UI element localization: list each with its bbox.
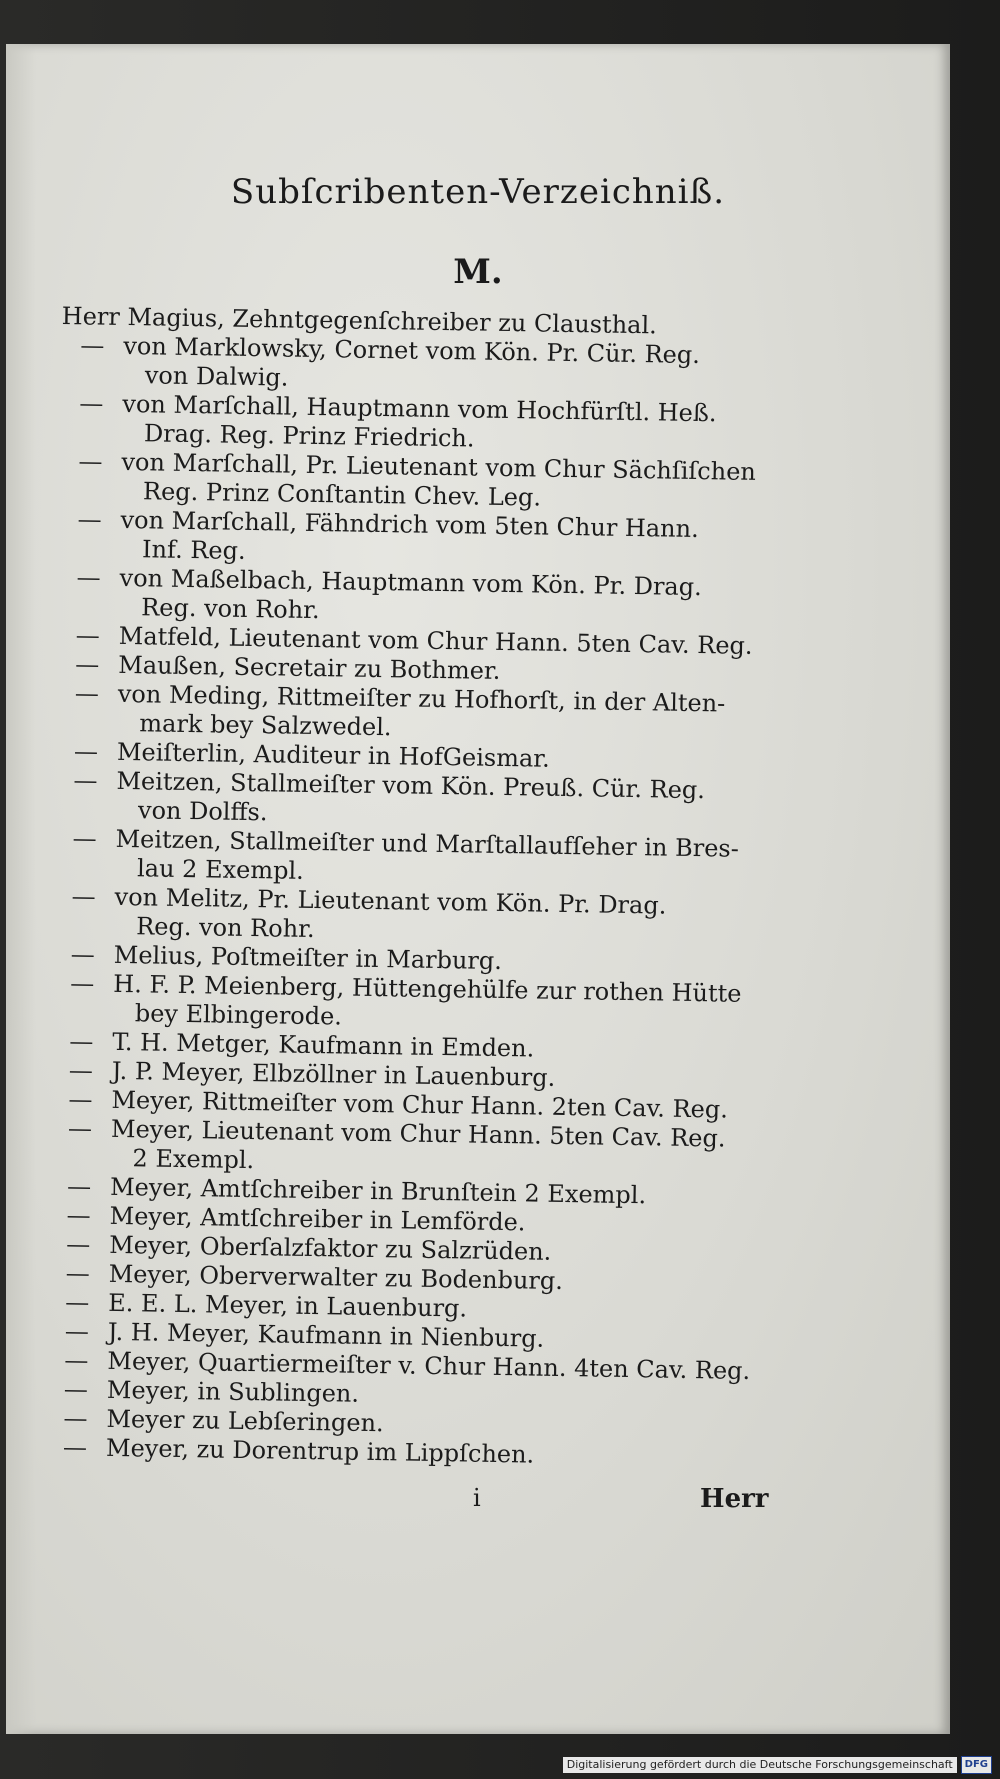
- entry-text: T. H. Metger, Kaufmann in Emden.: [112, 1027, 535, 1063]
- entry-dash: —: [64, 1346, 89, 1375]
- entry-dash: —: [75, 650, 100, 679]
- entry-text: von Melitz, Pr. Lieutenant vom Kön. Pr. Drag.: [114, 882, 667, 920]
- page-title: Subſcribenten-Verzeichniß.: [230, 172, 726, 212]
- entry-continuation: lau 2 Exempl.: [136, 854, 304, 885]
- entry-text: Meyer, Oberverwalter zu Bodenburg.: [108, 1259, 564, 1295]
- entry-continuation: bey Elbingerode.: [134, 999, 343, 1031]
- entry-text: J. H. Meyer, Kaufmann in Nienburg.: [107, 1317, 545, 1353]
- entry-dash: —: [63, 1404, 88, 1433]
- page-gutter-shadow: [6, 44, 36, 1734]
- entry-dash: —: [65, 1259, 90, 1288]
- entry-dash: —: [68, 1056, 94, 1085]
- entry-text: E. E. L. Meyer, in Lauenburg.: [108, 1288, 468, 1323]
- entry-text: Meitzen, Stallmeiſter vom Kön. Preuß. Cür. Reg.: [116, 766, 706, 805]
- entry-text: von Marſchall, Fähndrich vom 5ten Chur Hann.: [120, 505, 699, 544]
- entry-dash: —: [73, 766, 98, 795]
- entry-text: H. F. P. Meienberg, Hüttengehülfe zur rothen Hütte: [113, 969, 742, 1008]
- catchword: Herr: [700, 1484, 769, 1514]
- entry-dash: —: [63, 1375, 89, 1404]
- credit-text: Digitalisierung gefördert durch die Deutsche Forschungsgemeinschaft: [563, 1757, 957, 1773]
- entry-dash: —: [75, 621, 100, 650]
- entry-dash: —: [72, 824, 97, 853]
- entry-dash: —: [77, 505, 102, 534]
- entry-dash: —: [80, 331, 105, 360]
- entry-text: Meyer, Rittmeiſter vom Chur Hann. 2ten Cav. Reg.: [111, 1085, 729, 1124]
- entry-dash: —: [68, 1085, 93, 1114]
- entry-dash: —: [73, 737, 99, 766]
- entry-text: von Meding, Rittmeiſter zu Hofhorſt, in der Alten-: [117, 679, 726, 718]
- entry-dash: —: [66, 1201, 91, 1230]
- entry-text: Meyer, Lieutenant vom Chur Hann. 5ten Cav. Reg.: [110, 1114, 726, 1153]
- entry-continuation: von Dolffs.: [137, 796, 268, 827]
- entry-text: Meyer, Quartiermeiſter v. Chur Hann. 4ten Cav. Reg.: [107, 1346, 751, 1385]
- entry-text: von Maßelbach, Hauptmann vom Kön. Pr. Drag.: [119, 563, 702, 602]
- entry-dash: —: [76, 563, 101, 592]
- entry-text: Meyer, Amtſchreiber in Lemförde.: [109, 1201, 526, 1237]
- entry-text: Meyer, zu Dorentrup im Lippſchen.: [105, 1433, 535, 1469]
- dfg-logo: DFG: [961, 1756, 992, 1774]
- book-page: [6, 44, 950, 1734]
- entry-continuation: Inf. Reg.: [141, 535, 246, 565]
- signature-mark: i: [473, 1484, 481, 1512]
- entry-text: Meyer, Amtſchreiber in Brunſtein 2 Exempl.: [109, 1172, 647, 1210]
- entry-continuation: Reg. von Rohr.: [135, 912, 315, 944]
- entry-dash: —: [66, 1172, 92, 1201]
- entry-continuation: von Dalwig.: [144, 361, 289, 392]
- entry-text: Meyer zu Lebſeringen.: [106, 1404, 384, 1438]
- entry-text: Meyer, Oberſalzfaktor zu Salzrüden.: [108, 1230, 552, 1266]
- entry-dash: —: [78, 447, 103, 476]
- entry-text: Meiſterlin, Auditeur in HofGeismar.: [116, 737, 550, 773]
- entry-dash: —: [62, 1433, 88, 1462]
- entry-dash: —: [64, 1317, 90, 1346]
- entry-text: Meyer, in Sublingen.: [106, 1375, 360, 1408]
- entry-text: Herr Magius, Zehntgegenſchreiber zu Clausthal.: [61, 302, 657, 340]
- entry-continuation: Reg. von Rohr.: [140, 593, 320, 625]
- entry-dash: —: [70, 969, 95, 998]
- entry-continuation: 2 Exempl.: [132, 1144, 255, 1175]
- entry-dash: —: [74, 679, 100, 708]
- section-letter: M.: [453, 252, 503, 292]
- entry-dash: —: [65, 1288, 90, 1317]
- entry-text: Melius, Poſtmeiſter in Marburg.: [113, 940, 503, 975]
- entry-continuation: Reg. Prinz Conſtantin Chev. Leg.: [142, 477, 542, 512]
- entry-dash: —: [67, 1114, 93, 1143]
- subscriber-list: [44, 302, 782, 1473]
- entry-dash: —: [79, 389, 104, 418]
- entry-dash: —: [70, 940, 95, 969]
- entry-dash: —: [71, 882, 96, 911]
- digitization-credit: [563, 1757, 992, 1773]
- entry-text: J. P. Meyer, Elbzöllner in Lauenburg.: [111, 1056, 556, 1092]
- entry-text: von Marſchall, Hauptmann vom Hochfürſtl. Heß.: [122, 389, 717, 428]
- entry-text: Matfeld, Lieutenant vom Chur Hann. 5ten Cav. Reg.: [118, 621, 753, 660]
- entry-continuation: mark bey Salzwedel.: [139, 709, 392, 742]
- entry-dash: —: [69, 1027, 94, 1056]
- entry-text: von Marſchall, Pr. Lieutenant vom Chur Sächſiſchen: [121, 447, 757, 486]
- entry-dash: —: [65, 1230, 91, 1259]
- entry-text: Meitzen, Stallmeiſter und Marſtallaufſeher in Bres-: [115, 824, 740, 863]
- entry-continuation: Drag. Reg. Prinz Friedrich.: [143, 419, 475, 453]
- entry-text: Maußen, Secretair zu Bothmer.: [118, 650, 501, 685]
- entry-text: von Marklowsky, Cornet vom Kön. Pr. Cür. Reg.: [123, 331, 701, 370]
